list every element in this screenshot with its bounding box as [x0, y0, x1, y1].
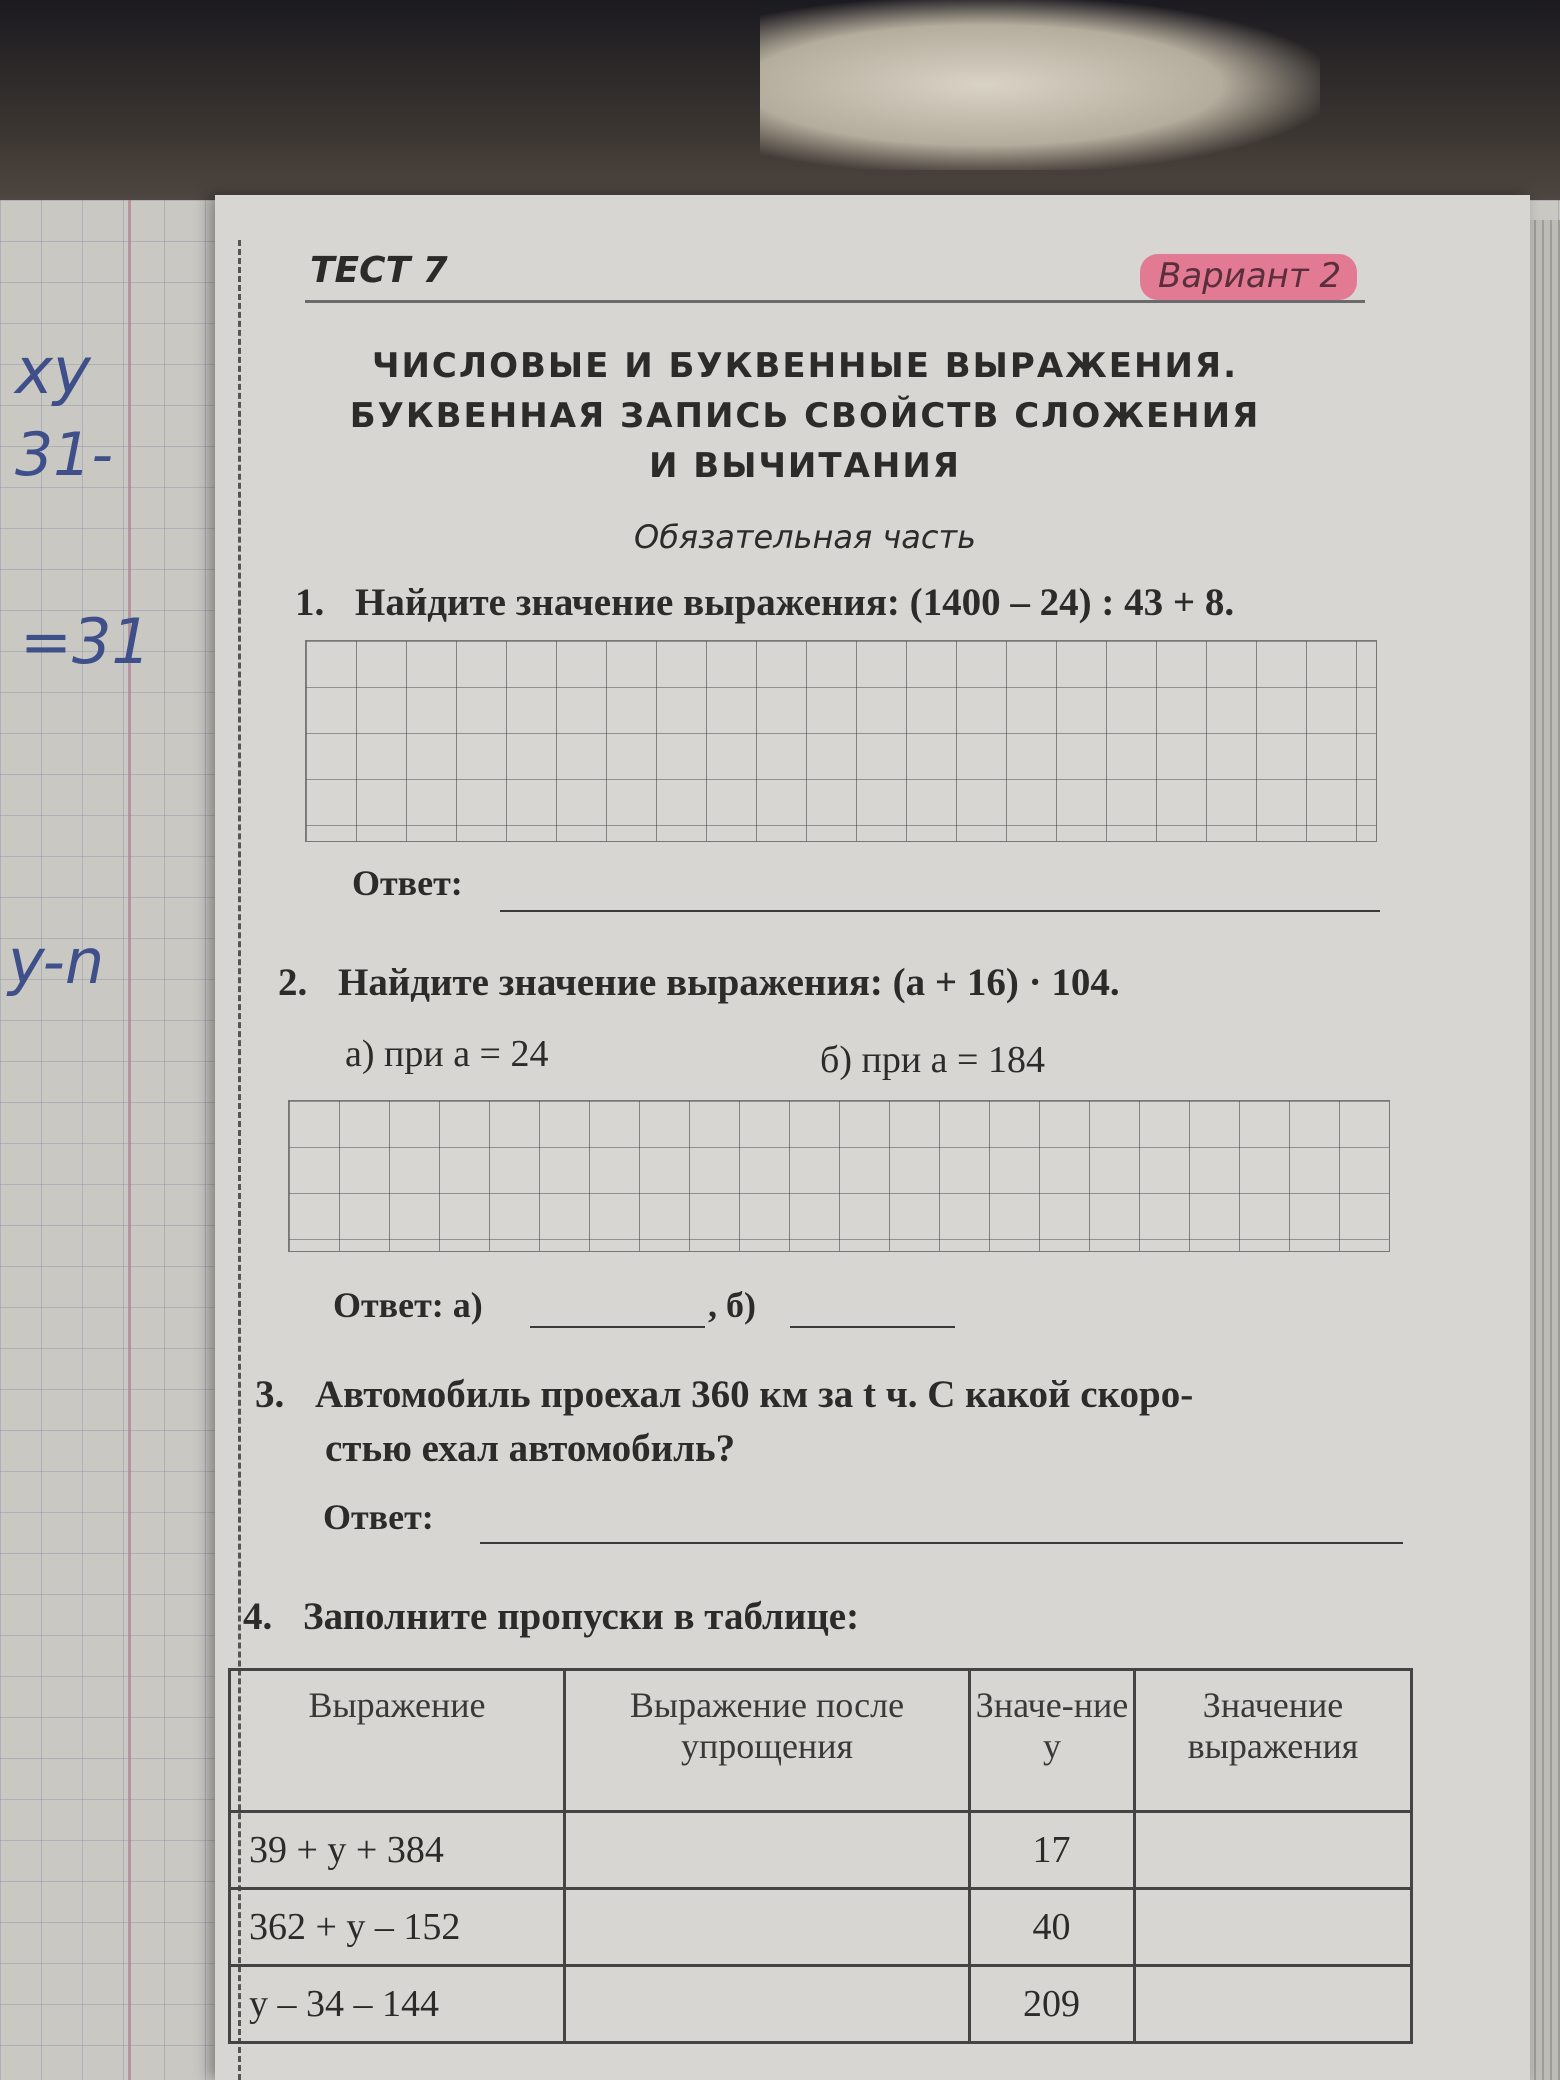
table-row [230, 1966, 1412, 2043]
answer-line-b[interactable] [790, 1326, 955, 1328]
table-row [230, 1889, 1412, 1966]
background-cloth [760, 0, 1320, 170]
notebook-scribble: 31- [15, 420, 113, 490]
question-1 [295, 580, 1234, 625]
test-title: ТЕСТ 7 [310, 250, 448, 291]
answer-label: Ответ: [352, 863, 463, 903]
y-value-cell: 209 [970, 1966, 1135, 2043]
expression-cell: 362 + y – 152 [230, 1889, 565, 1966]
page-title-line-1: ЧИСЛОВЫЕ И БУКВЕННЫЕ ВЫРАЖЕНИЯ. [371, 346, 1238, 386]
result-cell[interactable] [1135, 1966, 1412, 2043]
question-2-part-a: а) при a = 24 [345, 1033, 549, 1075]
table-header-row [230, 1670, 1412, 1812]
answer-label: Ответ: [323, 1497, 434, 1537]
answer-label: Ответ: а) [333, 1285, 483, 1325]
notebook-scribble: =31 [20, 605, 151, 678]
question-number: 4. [243, 1595, 273, 1638]
work-grid[interactable] [288, 1100, 1390, 1252]
answer-line[interactable] [480, 1542, 1403, 1544]
y-value-cell: 40 [970, 1889, 1135, 1966]
work-grid[interactable] [305, 640, 1377, 842]
question-number: 2. [278, 961, 308, 1004]
column-header: Значение выражения [1135, 1670, 1412, 1812]
header-rule [305, 300, 1365, 303]
column-header: Значе-ние y [970, 1670, 1135, 1812]
expression-cell: y – 34 – 144 [230, 1966, 565, 2043]
question-text: Найдите значение выражения: (1400 – 24) : 43 + 8. [355, 581, 1235, 624]
question-text: Автомобиль проехал 360 км за t ч. С какой скоро- [315, 1373, 1194, 1416]
column-header: Выражение [230, 1670, 565, 1812]
question-text: Заполните пропуски в таблице: [303, 1595, 860, 1638]
answer-line-a[interactable] [530, 1326, 705, 1328]
y-value-cell: 17 [970, 1812, 1135, 1889]
result-cell[interactable] [1135, 1812, 1412, 1889]
page-title-line-3: И ВЫЧИТАНИЯ [649, 446, 961, 486]
fill-in-table [228, 1668, 1413, 2044]
variant-badge: Вариант 2 [1140, 254, 1357, 300]
question-number: 3. [255, 1373, 285, 1416]
expression-cell: 39 + y + 384 [230, 1812, 565, 1889]
question-2-part-b: б) при a = 184 [820, 1039, 1045, 1081]
simplified-cell[interactable] [565, 1966, 970, 2043]
column-header: Выражение после упрощения [565, 1670, 970, 1812]
page-title-line-2: БУКВЕННАЯ ЗАПИСЬ СВОЙСТВ СЛОЖЕНИЯ [349, 396, 1261, 436]
section-subtitle: Обязательная часть [634, 518, 976, 556]
question-3-line-2: стью ехал автомобиль? [325, 1427, 736, 1470]
question-4 [243, 1594, 859, 1639]
notebook-scribble: xy [15, 335, 91, 409]
notebook-margin-line [128, 200, 131, 2080]
answer-line[interactable] [500, 910, 1380, 912]
question-text: Найдите значение выражения: (a + 16) · 104. [338, 961, 1120, 1004]
question-number: 1. [295, 581, 325, 624]
answer-separator: , б) [708, 1285, 756, 1325]
notebook-scribble: y-n [8, 925, 105, 998]
simplified-cell[interactable] [565, 1812, 970, 1889]
question-3 [255, 1372, 1193, 1417]
simplified-cell[interactable] [565, 1889, 970, 1966]
question-2 [278, 960, 1120, 1005]
result-cell[interactable] [1135, 1889, 1412, 1966]
table-row [230, 1812, 1412, 1889]
